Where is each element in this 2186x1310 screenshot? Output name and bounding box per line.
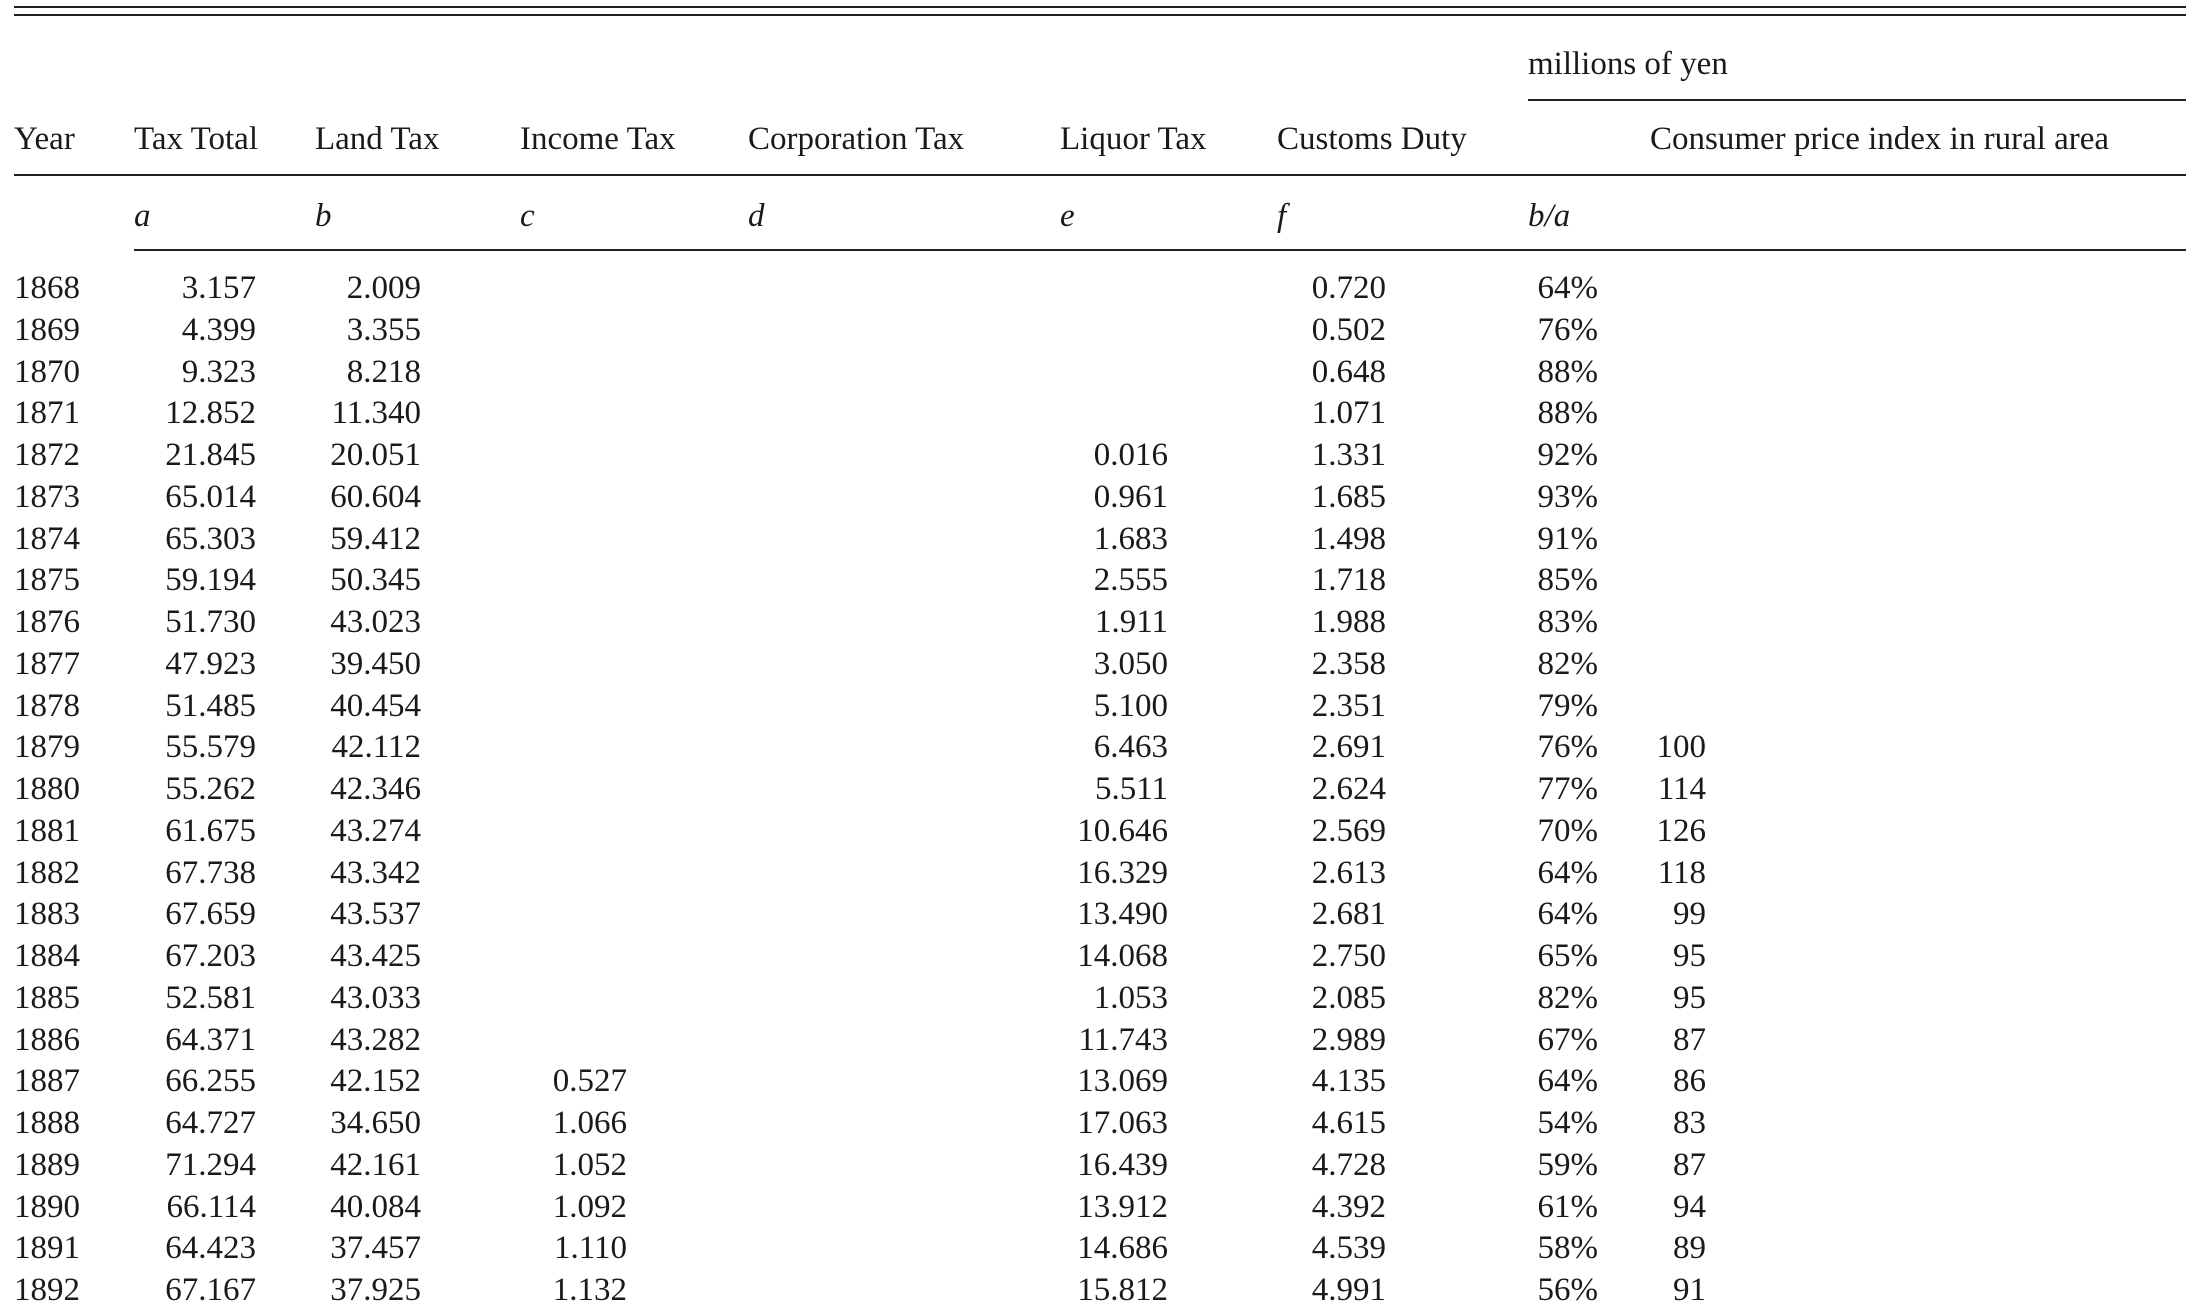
cell-ratio: 76% — [1537, 311, 1598, 348]
cell-year: 1889 — [14, 1146, 80, 1183]
cell-ratio: 64% — [1537, 896, 1598, 933]
cell-ratio: 64% — [1537, 270, 1598, 306]
cell-b: 8.218 — [346, 353, 421, 390]
cell-year: 1884 — [14, 938, 80, 974]
cell-year: 1871 — [14, 395, 80, 432]
cell-e: 17.063 — [1077, 1105, 1168, 1141]
cell-a: 71.294 — [165, 1146, 256, 1183]
cell-f: 2.681 — [1311, 896, 1386, 933]
cell-a: 55.262 — [165, 771, 256, 807]
cell-cpi: 87 — [1673, 1146, 1706, 1183]
cell-f: 2.613 — [1311, 854, 1386, 891]
cell-a: 61.675 — [165, 812, 256, 849]
sublabel-b: b — [315, 198, 332, 234]
cell-cpi: 95 — [1673, 979, 1706, 1016]
sublabel-e: e — [1060, 198, 1075, 234]
cell-cpi: 114 — [1657, 771, 1706, 807]
cell-f: 4.615 — [1311, 1105, 1386, 1141]
cell-year: 1880 — [14, 771, 80, 807]
cell-year: 1883 — [14, 896, 80, 933]
cell-f: 0.720 — [1311, 270, 1386, 306]
cell-ratio: 76% — [1537, 729, 1598, 766]
cell-cpi: 126 — [1656, 812, 1706, 849]
cell-f: 1.988 — [1311, 604, 1386, 640]
cell-ratio: 77% — [1537, 771, 1598, 807]
cell-b: 40.454 — [330, 687, 421, 724]
header-corporation-tax: Corporation Tax — [748, 121, 965, 157]
cell-c: 1.066 — [552, 1105, 627, 1141]
cell-b: 39.450 — [330, 645, 421, 682]
cell-a: 47.923 — [165, 645, 256, 682]
cell-f: 4.392 — [1311, 1188, 1386, 1225]
sublabel-rule — [134, 249, 2186, 251]
cell-a: 65.303 — [165, 520, 256, 557]
cell-cpi: 86 — [1673, 1063, 1706, 1100]
cell-f: 2.351 — [1311, 687, 1386, 724]
cell-b: 40.084 — [330, 1188, 421, 1225]
cell-b: 43.537 — [330, 896, 421, 933]
cell-a: 67.203 — [165, 938, 256, 974]
cell-a: 51.485 — [165, 687, 256, 724]
cell-cpi: 94 — [1673, 1188, 1706, 1225]
cell-cpi: 91 — [1673, 1272, 1706, 1308]
cell-c: 1.132 — [552, 1272, 627, 1308]
cell-e: 13.912 — [1077, 1188, 1168, 1225]
cell-b: 42.152 — [330, 1063, 421, 1100]
cell-e: 3.050 — [1093, 645, 1168, 682]
cell-ratio: 65% — [1537, 938, 1598, 974]
cell-year: 1887 — [14, 1063, 80, 1100]
cell-f: 1.331 — [1311, 437, 1386, 473]
cell-a: 67.659 — [165, 896, 256, 933]
cell-year: 1881 — [14, 812, 80, 849]
cell-b: 59.412 — [330, 520, 421, 557]
cell-year: 1877 — [14, 645, 80, 682]
cell-b: 37.925 — [330, 1272, 421, 1308]
cell-ratio: 83% — [1537, 604, 1598, 640]
cell-b: 37.457 — [330, 1230, 421, 1267]
cell-c: 1.092 — [552, 1188, 627, 1225]
cell-year: 1892 — [14, 1272, 80, 1308]
cell-a: 64.727 — [165, 1105, 256, 1141]
cell-a: 52.581 — [165, 979, 256, 1016]
cell-cpi: 95 — [1673, 938, 1706, 974]
cell-e: 6.463 — [1093, 729, 1168, 766]
cell-year: 1870 — [14, 353, 80, 390]
cell-b: 43.274 — [330, 812, 421, 849]
cell-ratio: 85% — [1537, 562, 1598, 599]
cell-a: 12.852 — [165, 395, 256, 432]
cell-f: 0.502 — [1311, 311, 1386, 348]
cell-ratio: 93% — [1537, 478, 1598, 515]
cell-e: 5.511 — [1094, 771, 1168, 807]
cell-f: 2.624 — [1311, 771, 1386, 807]
top-rule-1 — [14, 6, 2186, 8]
cell-b: 43.033 — [330, 979, 421, 1016]
cell-ratio: 54% — [1537, 1105, 1598, 1141]
cell-a: 67.738 — [165, 854, 256, 891]
cell-e: 15.812 — [1077, 1272, 1168, 1308]
cell-year: 1886 — [14, 1021, 80, 1058]
cell-ratio: 91% — [1537, 520, 1598, 557]
cell-a: 4.399 — [181, 311, 256, 348]
cell-cpi: 89 — [1673, 1230, 1706, 1267]
cell-a: 66.114 — [166, 1188, 256, 1225]
cell-year: 1872 — [14, 437, 80, 473]
cell-b: 42.161 — [330, 1146, 421, 1183]
cell-f: 1.718 — [1311, 562, 1386, 599]
cell-ratio: 88% — [1537, 353, 1598, 390]
cell-a: 59.194 — [165, 562, 256, 599]
cell-year: 1875 — [14, 562, 80, 599]
cell-a: 3.157 — [181, 270, 256, 306]
cell-b: 43.282 — [330, 1021, 421, 1058]
cell-e: 1.683 — [1093, 520, 1168, 557]
cell-year: 1888 — [14, 1105, 80, 1141]
cell-f: 2.691 — [1311, 729, 1386, 766]
cell-c: 1.110 — [553, 1230, 627, 1267]
cell-e: 16.329 — [1077, 854, 1168, 891]
cell-e: 10.646 — [1077, 812, 1168, 849]
cell-year: 1869 — [14, 311, 80, 348]
cell-f: 1.071 — [1311, 395, 1386, 432]
cell-f: 2.085 — [1311, 979, 1386, 1016]
cell-e: 0.016 — [1093, 437, 1168, 473]
header-liquor-tax: Liquor Tax — [1060, 121, 1207, 157]
cell-f: 1.498 — [1311, 520, 1386, 557]
cell-ratio: 64% — [1537, 1063, 1598, 1100]
cell-f: 0.648 — [1311, 353, 1386, 390]
cell-b: 2.009 — [346, 270, 421, 306]
header-rule — [14, 174, 2186, 176]
cell-cpi: 87 — [1673, 1021, 1706, 1058]
cell-a: 9.323 — [181, 353, 256, 390]
cell-ratio: 58% — [1537, 1230, 1598, 1267]
cell-b: 60.604 — [330, 478, 421, 515]
cell-year: 1890 — [14, 1188, 80, 1225]
cell-f: 1.685 — [1311, 478, 1386, 515]
cell-ratio: 92% — [1537, 437, 1598, 473]
cell-ratio: 59% — [1537, 1146, 1598, 1183]
cell-ratio: 56% — [1537, 1272, 1598, 1308]
cell-b: 20.051 — [330, 437, 421, 473]
header-cpi: Consumer price index in rural area — [1650, 121, 2110, 157]
cell-f: 2.358 — [1311, 645, 1386, 682]
cell-f: 4.135 — [1311, 1063, 1386, 1100]
sublabel-a: a — [134, 198, 151, 234]
cell-year: 1879 — [14, 729, 80, 766]
header-customs-duty: Customs Duty — [1277, 121, 1467, 157]
cell-b: 50.345 — [330, 562, 421, 599]
cell-ratio: 64% — [1537, 854, 1598, 891]
cell-year: 1874 — [14, 520, 80, 557]
cell-ratio: 82% — [1537, 645, 1598, 682]
cell-year: 1891 — [14, 1230, 80, 1267]
unit-label: millions of yen — [1528, 46, 1728, 82]
cell-a: 64.423 — [165, 1230, 256, 1267]
cell-year: 1868 — [14, 270, 80, 306]
cell-a: 21.845 — [165, 437, 256, 473]
cell-b: 34.650 — [330, 1105, 421, 1141]
cell-year: 1873 — [14, 478, 80, 515]
top-rule-2 — [14, 14, 2186, 16]
cell-ratio: 67% — [1537, 1021, 1598, 1058]
cell-year: 1885 — [14, 979, 80, 1016]
cell-a: 55.579 — [165, 729, 256, 766]
cell-f: 2.569 — [1311, 812, 1386, 849]
cell-cpi: 118 — [1657, 854, 1706, 891]
cell-f: 2.989 — [1311, 1021, 1386, 1058]
unit-rule — [1528, 99, 2186, 101]
cell-c: 1.052 — [552, 1146, 627, 1183]
cell-a: 64.371 — [165, 1021, 256, 1058]
cell-year: 1882 — [14, 854, 80, 891]
cell-ratio: 82% — [1537, 979, 1598, 1016]
cell-f: 4.728 — [1311, 1146, 1386, 1183]
cell-a: 65.014 — [165, 478, 256, 515]
cell-c: 0.527 — [552, 1063, 627, 1100]
cell-b: 43.342 — [330, 854, 421, 891]
cell-e: 1.053 — [1093, 979, 1168, 1016]
cell-e: 5.100 — [1093, 687, 1168, 724]
cell-a: 67.167 — [165, 1272, 256, 1308]
cell-f: 4.991 — [1311, 1272, 1386, 1308]
cell-b: 42.112 — [331, 729, 421, 766]
cell-f: 2.750 — [1311, 938, 1386, 974]
sublabel-ratio: b/a — [1528, 198, 1571, 234]
cell-b: 43.023 — [330, 604, 421, 640]
cell-e: 0.961 — [1093, 478, 1168, 515]
cell-f: 4.539 — [1311, 1230, 1386, 1267]
cell-e: 13.490 — [1077, 896, 1168, 933]
cell-ratio: 70% — [1537, 812, 1598, 849]
cell-e: 2.555 — [1093, 562, 1168, 599]
cell-b: 11.340 — [331, 395, 421, 432]
cell-ratio: 79% — [1537, 687, 1598, 724]
cell-cpi: 99 — [1673, 896, 1706, 933]
header-land-tax: Land Tax — [315, 121, 440, 157]
cell-e: 14.686 — [1077, 1230, 1168, 1267]
header-tax-total: Tax Total — [134, 121, 258, 157]
sublabel-f: f — [1277, 198, 1287, 234]
cell-cpi: 83 — [1673, 1105, 1706, 1141]
cell-e: 13.069 — [1077, 1063, 1168, 1100]
cell-b: 43.425 — [330, 938, 421, 974]
sublabel-c: c — [520, 198, 535, 234]
cell-e: 1.911 — [1094, 604, 1168, 640]
cell-e: 14.068 — [1077, 938, 1168, 974]
cell-e: 16.439 — [1077, 1146, 1168, 1183]
header-year: Year — [14, 121, 75, 157]
cell-ratio: 88% — [1537, 395, 1598, 432]
cell-b: 42.346 — [330, 771, 421, 807]
header-income-tax: Income Tax — [520, 121, 676, 157]
cell-a: 66.255 — [165, 1063, 256, 1100]
cell-a: 51.730 — [165, 604, 256, 640]
sublabel-d: d — [748, 198, 765, 234]
cell-year: 1878 — [14, 687, 80, 724]
cell-b: 3.355 — [346, 311, 421, 348]
cell-year: 1876 — [14, 604, 80, 640]
cell-e: 11.743 — [1078, 1021, 1168, 1058]
cell-cpi: 100 — [1656, 729, 1706, 766]
cell-ratio: 61% — [1537, 1188, 1598, 1225]
